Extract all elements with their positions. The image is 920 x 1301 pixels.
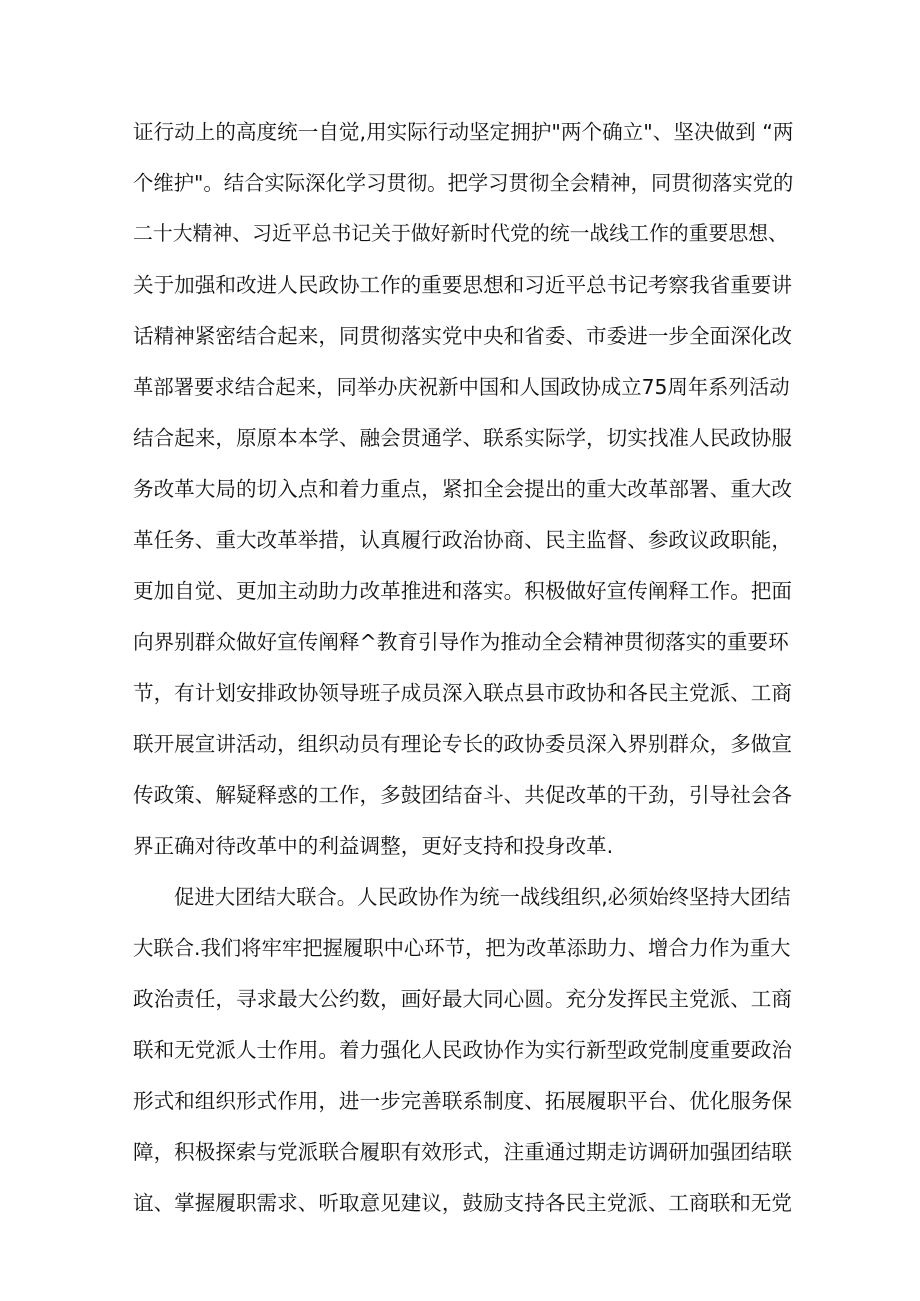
text-line: 务改革大局的切入点和着力重点，紧扣全会提出的重大改革部署、重大改 xyxy=(133,477,792,501)
text-line: 联开展宣讲活动，组织动员有理论专长的政协委员深入界别群众，多做宣 xyxy=(133,732,792,756)
text-line: 个维护"。结合实际深化学习贯彻。把学习贯彻全会精神，同贯彻落实党的 xyxy=(133,171,794,195)
text-line: 向界别群众做好宣传阐释^教育引导作为推动全会精神贯彻落实的重要环 xyxy=(133,630,789,654)
text-line: 更加自觉、更加主动助力改革推进和落实。积极做好宣传阐释工作。把面 xyxy=(133,579,792,603)
text-line: 节，有计划安排政协领导班子成员深入联点县市政协和各民主党派、工商 xyxy=(133,681,792,705)
text-line: 联和无党派人士作用。着力强化人民政协作为实行新型政党制度重要政治 xyxy=(133,1038,792,1062)
text-line: 大联合.我们将牢牢把握履职中心环节，把为改革添助力、增合力作为重大 xyxy=(133,936,791,960)
text-line-indented: 促进大团结大联合。人民政协作为统一战线组织,必须始终坚持大团结 xyxy=(174,885,791,909)
text-line: 传政策、解疑释惑的工作，多鼓团结奋斗、共促改革的干劲，引导社会各 xyxy=(133,783,792,807)
text-line: 话精神紧密结合起来，同贯彻落实党中央和省委、市委进一步全面深化改 xyxy=(133,324,792,348)
text-line: 证行动上的高度统一自觉,用实际行动坚定拥护"两个确立"、坚决做到 “两 xyxy=(133,120,794,144)
text-line: 结合起来，原原本本学、融会贯通学、联系实际学，切实找准人民政协服 xyxy=(133,426,792,450)
text-line: 革任务、重大改革举措，认真履行政治协商、民主监督、参政议政职能， xyxy=(133,528,792,552)
text-line: 革部署要求结合起来，同举办庆祝新中国和人国政协成立75周年系列活动 xyxy=(133,375,790,399)
text-line: 关于加强和改进人民政协工作的重要思想和习近平总书记考察我省重要讲 xyxy=(133,273,792,297)
text-line: 谊、掌握履职需求、听取意见建议，鼓励支持各民主党派、工商联和无党 xyxy=(133,1191,792,1215)
text-line: 形式和组织形式作用，进一步完善联系制度、拓展履职平台、优化服务保 xyxy=(133,1089,792,1113)
text-line: 界正确对待改革中的利益调整，更好支持和投身改革. xyxy=(133,834,614,858)
text-line: 二十大精神、习近平总书记关于做好新时代党的统一战线工作的重要思想、 xyxy=(133,222,788,245)
text-line: 政治责任，寻求最大公约数，画好最大同心圆。充分发挥民主党派、工商 xyxy=(133,987,792,1011)
text-line: 障，积极探索与党派联合履职有效形式，注重通过期走访调研加强团结联 xyxy=(133,1140,792,1164)
